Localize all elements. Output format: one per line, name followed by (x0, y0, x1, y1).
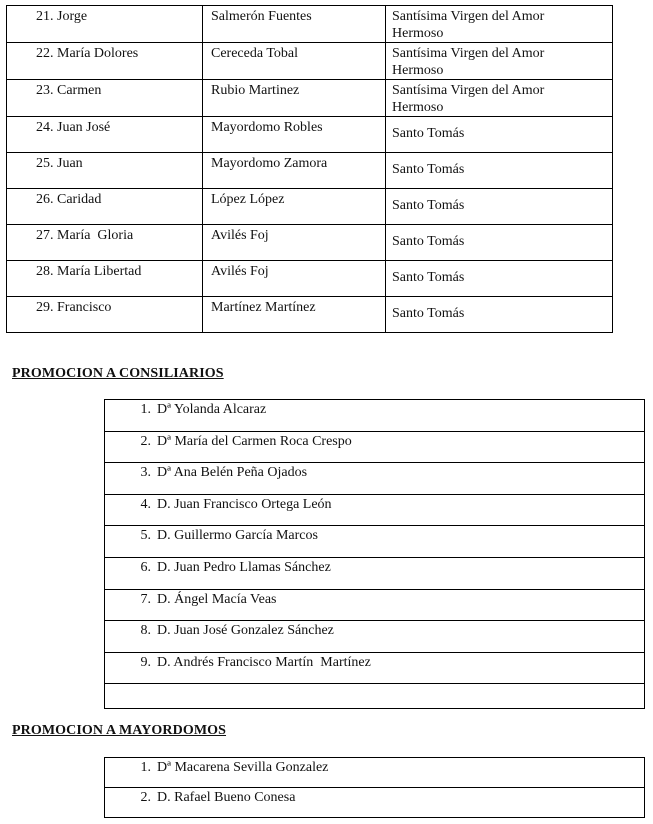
list-item (105, 495, 644, 527)
last-name: Avilés Foj (203, 261, 386, 297)
row-index: 25. (36, 156, 54, 171)
table-row (7, 153, 613, 189)
item-name: Dª Ana Belén Peña Ojados (157, 465, 308, 481)
item-name: Dª Macarena Sevilla Gonzalez (157, 760, 329, 775)
table-row (7, 6, 613, 43)
parish-line-2: Hermoso (392, 100, 444, 115)
row-index: 24. (36, 120, 54, 135)
row-index: 27. (36, 228, 54, 243)
item-name: D. Juan José Gonzalez Sánchez (157, 623, 334, 639)
item-name: D. Juan Pedro Llamas Sánchez (157, 559, 331, 575)
first-name: María Gloria (57, 228, 134, 243)
parish-name: Santo Tomás (392, 306, 465, 321)
item-number: 8. (140, 623, 151, 639)
item-number: 7. (140, 591, 151, 607)
mayordomos-list (104, 757, 645, 818)
table-row (7, 43, 613, 80)
list-item (105, 558, 644, 590)
parish-line-1: Santísima Virgen del Amor (392, 9, 545, 24)
table-row (7, 261, 613, 297)
last-name: Mayordomo Zamora (203, 153, 386, 189)
first-name: Juan (57, 156, 83, 171)
parish-line-1: Santísima Virgen del Amor (392, 83, 545, 98)
last-name: López López (203, 189, 386, 225)
parish-name: Santo Tomás (392, 126, 465, 141)
last-name: Rubio Martinez (203, 80, 386, 117)
last-name: Mayordomo Robles (203, 117, 386, 153)
list-item (105, 788, 644, 818)
first-name: Jorge (57, 9, 88, 24)
list-item (105, 758, 644, 788)
row-index: 26. (36, 192, 54, 207)
item-name: D. Ángel Macía Veas (157, 591, 277, 607)
parish-name: Santo Tomás (392, 234, 465, 249)
item-number: 1. (140, 402, 151, 417)
item-number: 5. (140, 528, 151, 544)
table-row (7, 189, 613, 225)
item-name: Dª María del Carmen Roca Crespo (157, 433, 352, 449)
row-index: 28. (36, 264, 54, 279)
first-name: María Dolores (57, 46, 139, 61)
first-name: Carmen (57, 83, 102, 98)
item-name: D. Guillermo García Marcos (157, 528, 318, 544)
row-index: 23. (36, 83, 54, 98)
list-item (105, 526, 644, 558)
item-number: 1. (140, 760, 151, 775)
row-index: 21. (36, 9, 54, 24)
table-row (7, 80, 613, 117)
list-item (105, 590, 644, 622)
row-index: 22. (36, 46, 54, 61)
members-table (6, 5, 613, 333)
item-number: 6. (140, 559, 151, 575)
parish-name: Santo Tomás (392, 198, 465, 213)
list-spacer (105, 684, 644, 708)
item-name: Dª Yolanda Alcaraz (157, 402, 267, 417)
first-name: Caridad (57, 192, 102, 207)
consiliarios-heading: PROMOCION A CONSILIARIOS (12, 366, 224, 381)
parish-name: Santo Tomás (392, 270, 465, 285)
item-name: D. Rafael Bueno Conesa (157, 790, 296, 805)
table-row (7, 297, 613, 333)
item-number: 9. (140, 654, 151, 670)
parish-line-2: Hermoso (392, 26, 444, 41)
list-item (105, 432, 644, 464)
item-number: 2. (140, 433, 151, 449)
item-name: D. Juan Francisco Ortega León (157, 496, 332, 512)
first-name: María Libertad (57, 264, 142, 279)
mayordomos-heading: PROMOCION A MAYORDOMOS (12, 723, 227, 738)
parish-line-1: Santísima Virgen del Amor (392, 46, 545, 61)
parish-line-2: Hermoso (392, 63, 444, 78)
first-name: Juan José (57, 120, 111, 135)
item-number: 2. (140, 790, 151, 805)
list-item (105, 400, 644, 432)
list-item (105, 621, 644, 653)
list-item (105, 463, 644, 495)
table-row (7, 117, 613, 153)
list-item (105, 653, 644, 685)
parish-name: Santo Tomás (392, 162, 465, 177)
first-name: Francisco (57, 300, 112, 315)
item-number: 3. (140, 465, 151, 481)
item-name: D. Andrés Francisco Martín Martínez (157, 654, 371, 670)
row-index: 29. (36, 300, 54, 315)
last-name: Cereceda Tobal (203, 43, 386, 80)
consiliarios-list (104, 399, 645, 709)
last-name: Avilés Foj (203, 225, 386, 261)
item-number: 4. (140, 496, 151, 512)
table-row (7, 225, 613, 261)
last-name: Martínez Martínez (203, 297, 386, 333)
last-name: Salmerón Fuentes (203, 6, 386, 43)
